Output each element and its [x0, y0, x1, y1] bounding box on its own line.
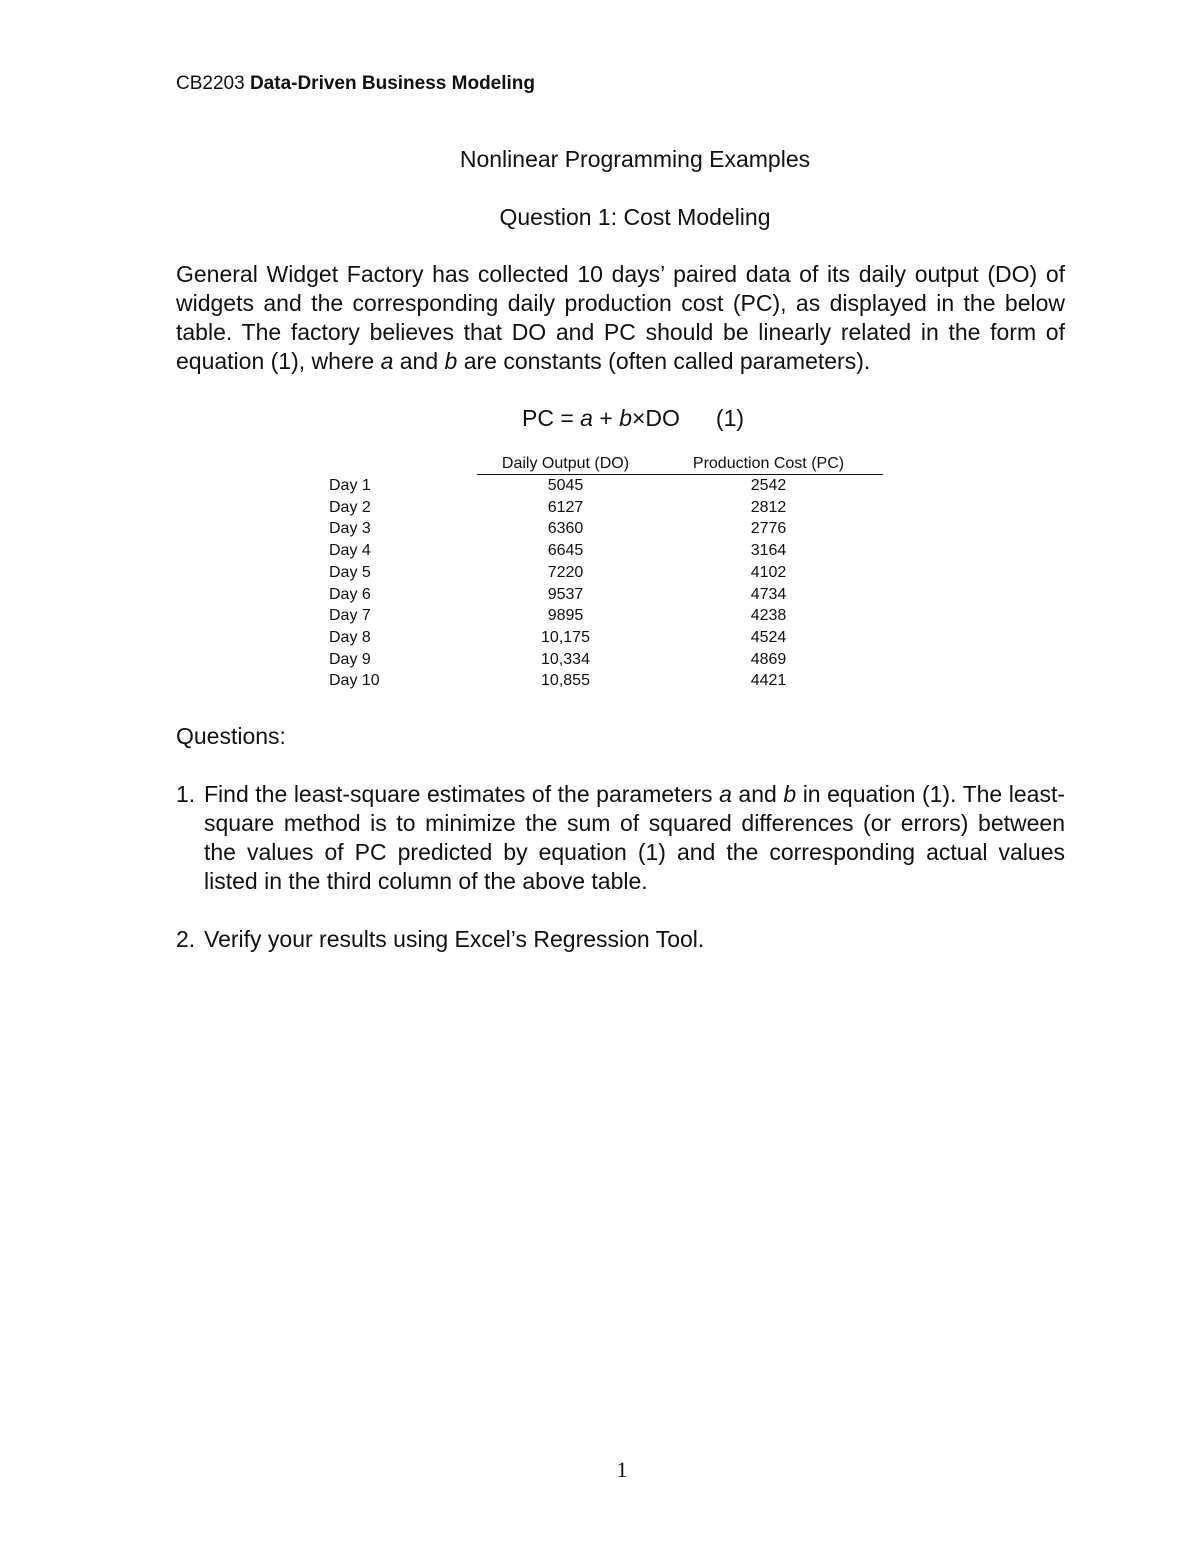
- table-body: [320, 475, 883, 693]
- equation: [522, 405, 744, 432]
- question-1-var-b: b: [783, 781, 797, 807]
- equation-a: a: [580, 405, 593, 431]
- table-row: [320, 605, 883, 627]
- table-row: [320, 584, 883, 606]
- intro-text-3: are constants (often called parameters).: [457, 348, 871, 374]
- questions-heading: Questions:: [176, 723, 286, 749]
- intro-text-2: and: [393, 348, 445, 374]
- question-2-text-1: Verify your results using Excel’s Regression Tool.: [204, 926, 705, 952]
- table-row: [320, 518, 883, 540]
- question-1-var-a: a: [719, 781, 732, 807]
- table-cell-daily-output: 6645: [547, 542, 584, 560]
- table-header-daily-output: Daily Output (DO): [477, 454, 654, 475]
- table-row: [320, 670, 883, 692]
- table-cell-daily-output: 5045: [547, 477, 584, 494]
- table-row: [320, 497, 883, 519]
- table-cell-day: Day 6: [329, 585, 371, 603]
- course-title: Data-Driven Business Modeling: [249, 73, 536, 94]
- table-cell-daily-output: 6127: [547, 498, 584, 516]
- table-row: [320, 627, 883, 649]
- table-cell-day: Day 1: [329, 476, 371, 494]
- question-1-text-2: and: [731, 781, 784, 807]
- question-1-text-1: Find the least-square estimates of the parameters: [204, 781, 720, 807]
- question-item-2: [176, 925, 1065, 954]
- table-header-row: [320, 454, 883, 475]
- table-header-blank: [320, 454, 477, 475]
- table-cell-day: Day 2: [329, 498, 371, 516]
- course-code: CB2203: [176, 73, 245, 94]
- equation-times: ×: [631, 405, 646, 431]
- table-cell-day: Day 7: [329, 607, 371, 625]
- table-cell-daily-output: 10,175: [541, 628, 590, 646]
- table-row: [320, 562, 883, 584]
- table-row: [320, 475, 883, 497]
- table-cell-day: Day 3: [329, 520, 371, 538]
- table-cell-production-cost: 2542: [750, 477, 787, 494]
- table-cell-daily-output: 9537: [547, 585, 584, 603]
- question-item-1: [176, 780, 1065, 896]
- equation-b: b: [619, 405, 632, 431]
- table-cell-day: Day 10: [329, 672, 380, 690]
- table-cell-day: Day 4: [329, 542, 371, 560]
- table-cell-production-cost: 4734: [750, 585, 787, 603]
- equation-plus: +: [592, 405, 620, 431]
- table-cell-daily-output: 10,855: [541, 672, 590, 690]
- page-number: 1: [616, 1457, 628, 1482]
- table-cell-production-cost: 4102: [750, 563, 787, 581]
- table-cell-day: Day 9: [329, 650, 371, 668]
- question-number-2: 2.: [176, 926, 196, 952]
- table-row: [320, 649, 883, 671]
- document-subtitle: Question 1: Cost Modeling: [499, 204, 771, 230]
- table-cell-daily-output: 9895: [547, 607, 584, 625]
- document-title: Nonlinear Programming Examples: [459, 146, 811, 172]
- table-cell-day: Day 8: [329, 628, 371, 646]
- table-cell-day: Day 5: [329, 563, 371, 581]
- question-number-1: 1.: [176, 781, 196, 807]
- table-cell-production-cost: 2776: [750, 520, 787, 538]
- table-cell-daily-output: 10,334: [541, 650, 590, 668]
- table-cell-daily-output: 6360: [547, 520, 584, 538]
- table-cell-production-cost: 4869: [750, 650, 787, 668]
- intro-var-b: b: [444, 348, 458, 374]
- intro-paragraph: [176, 260, 1065, 376]
- table-header-production-cost: Production Cost (PC): [654, 454, 883, 475]
- data-table: [320, 454, 883, 692]
- table-cell-production-cost: 4238: [750, 607, 787, 625]
- intro-var-a: a: [380, 348, 394, 374]
- equation-lhs: PC =: [522, 405, 581, 431]
- table-cell-production-cost: 4421: [750, 672, 787, 690]
- table-row: [320, 540, 883, 562]
- equation-number: (1): [715, 405, 745, 431]
- page-header: [176, 73, 535, 95]
- intro-text-1: General Widget Factory has collected 10 days’ paired data of its daily output (DO) of widgets and the corresponding daily production cost (PC), as displayed in the below table. The factory believes that DO and PC should be linearly related in the form of equation (1), where: [176, 261, 1065, 374]
- equation-do: DO: [645, 405, 680, 431]
- question-1-text-3: in equation (1). The least-square method is to minimize the sum of squared differences (or errors) between the values of PC predicted by equation (1) and the corresponding actual values listed in the third column of the above table.: [204, 781, 1066, 894]
- table-cell-production-cost: 3164: [750, 542, 787, 560]
- table-cell-daily-output: 7220: [547, 563, 584, 581]
- table-cell-production-cost: 4524: [750, 628, 787, 646]
- questions-list: [176, 780, 1065, 983]
- table-cell-production-cost: 2812: [750, 498, 787, 516]
